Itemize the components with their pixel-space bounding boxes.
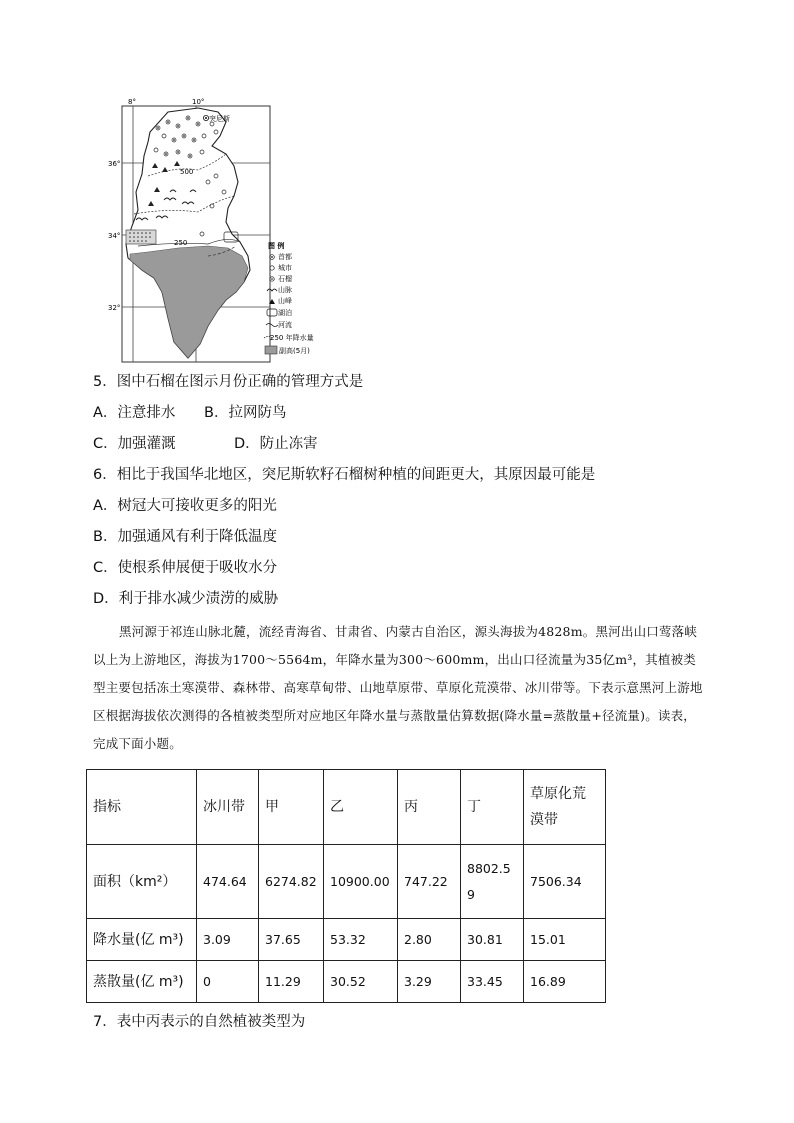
table-cell: 3.29 — [398, 961, 461, 1003]
table-cell: 8802.59 — [461, 845, 524, 919]
table-header-cell: 草原化荒漠带 — [524, 770, 606, 845]
legend-mountain: 山脉 — [278, 286, 292, 294]
table-cell: 30.81 — [461, 919, 524, 961]
question-6-stem: 6．相比于我国华北地区，突尼斯软籽石榴树种植的间距更大，其原因最可能是 — [93, 467, 596, 483]
legend-peak: 山峰 — [278, 297, 292, 305]
table-cell: 15.01 — [524, 919, 606, 961]
table-cell: 蒸散量(亿 m³) — [87, 961, 197, 1003]
legend-city: 城市 — [278, 264, 292, 272]
table-cell: 747.22 — [398, 845, 461, 919]
table-cell: 16.89 — [524, 961, 606, 1003]
table-cell: 53.32 — [324, 919, 398, 961]
isohyet-label-500: 500 — [180, 168, 194, 176]
table-cell: 6274.82 — [259, 845, 324, 919]
question-6-option-d[interactable]: D．利于排水减少渍涝的威胁 — [93, 591, 279, 607]
question-5-option-d[interactable]: D．防止冻害 — [234, 436, 318, 452]
table-cell: 7506.34 — [524, 845, 606, 919]
question-7-stem: 7．表中丙表示的自然植被类型为 — [93, 1014, 306, 1030]
legend-pomegranate: 石榴 — [278, 275, 292, 283]
table-cell: 0 — [197, 961, 259, 1003]
table-cell: 10900.00 — [324, 845, 398, 919]
legend-river: 河流 — [278, 321, 292, 329]
isohyet-label-250: 250 — [174, 239, 188, 247]
place-label-tunis: 突尼斯 — [209, 115, 230, 123]
table-header-row — [87, 770, 606, 845]
table-cell: 33.45 — [461, 961, 524, 1003]
legend-capital: 首都 — [278, 253, 292, 261]
table-cell: 474.64 — [197, 845, 259, 919]
question-6-option-b[interactable]: B．加强通风有利于降低温度 — [93, 529, 277, 545]
map-figure — [108, 96, 338, 366]
table-cell: 3.09 — [197, 919, 259, 961]
lat-label-32: 32° — [108, 304, 121, 312]
question-6-option-c[interactable]: C．使根系伸展便于吸收水分 — [93, 560, 278, 576]
table-header-cell: 乙 — [324, 770, 398, 845]
legend-isohyet: 250 年降水量 — [270, 334, 314, 342]
table-cell: 2.80 — [398, 919, 461, 961]
lat-label-34: 34° — [108, 232, 121, 240]
table-header-cell: 指标 — [87, 770, 197, 845]
tunisia-map — [108, 96, 338, 366]
table-row — [87, 919, 606, 961]
table-cell: 降水量(亿 m³) — [87, 919, 197, 961]
vegetation-data-table — [86, 769, 606, 1003]
table-cell: 37.65 — [259, 919, 324, 961]
lon-label-8: 8° — [128, 98, 136, 106]
table-cell: 面积（km²） — [87, 845, 197, 919]
reading-passage — [93, 618, 705, 758]
question-5-option-b[interactable]: B．拉网防鸟 — [204, 405, 287, 421]
question-5-option-a[interactable]: A．注意排水 — [93, 405, 176, 421]
table-header-cell: 丙 — [398, 770, 461, 845]
question-6-option-a[interactable]: A．树冠大可接收更多的阳光 — [93, 498, 277, 514]
table-header-cell: 甲 — [259, 770, 324, 845]
legend-subtropical-high: 副高(5月) — [279, 347, 310, 355]
legend-lake: 湖泊 — [278, 309, 292, 317]
table-cell: 11.29 — [259, 961, 324, 1003]
lat-label-36: 36° — [108, 160, 121, 168]
table-header-cell: 冰川带 — [197, 770, 259, 845]
legend-title: 图 例 — [268, 242, 285, 250]
table-cell: 30.52 — [324, 961, 398, 1003]
table-row — [87, 961, 606, 1003]
question-5-option-c[interactable]: C．加强灌溉 — [93, 436, 176, 452]
table-row — [87, 845, 606, 919]
table-header-cell: 丁 — [461, 770, 524, 845]
lon-label-10: 10° — [192, 98, 205, 106]
question-5-stem: 5．图中石榴在图示月份正确的管理方式是 — [93, 374, 364, 390]
passage-text: 黑河源于祁连山脉北麓，流经青海省、甘肃省、内蒙古自治区，源头海拔为4828m。黑河出山口莺落峡以上为上游地区，海拔为1700～5564m，年降水量为300～600mm，出山口径流量为35亿m³，其植被类型主要包括冻土寒漠带、森林带、高寒草甸带、山地草原带、草原化荒漠带、冰川带等。下表示意黑河上游地区根据海拔依次测得的各植被类型所对应地区年降水量与蒸散量估算数据(降水量=蒸散量+径流量)。读表，完成下面小题。 — [93, 624, 703, 751]
map-legend — [264, 241, 314, 355]
